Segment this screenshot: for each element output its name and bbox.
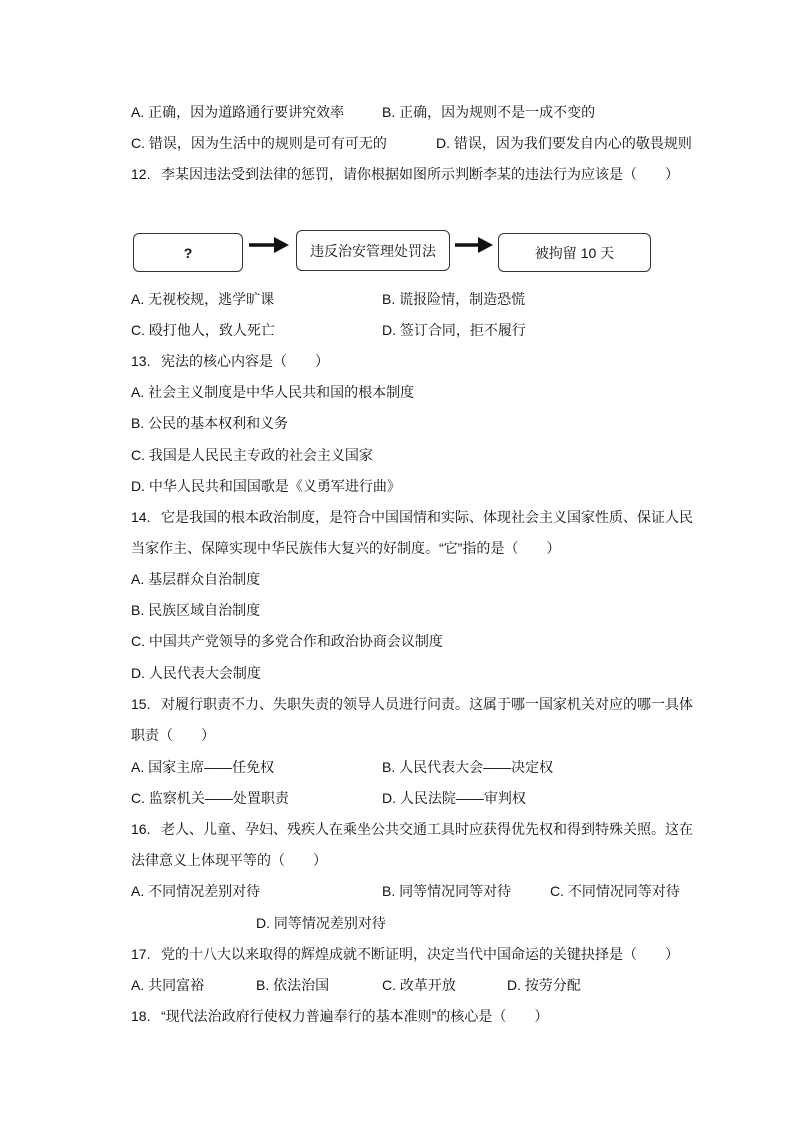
q11-option-c: C. 错误，因为生活中的规则是可有可无的 [131,135,387,151]
q12-option-d: D. 签订合同，拒不履行 [382,322,526,338]
q12-option-c: C. 殴打他人，致人死亡 [131,322,275,338]
q14-stem-line2: 当家作主、保障实现中华民族伟大复兴的好制度。“它”指的是（ ） [131,540,561,556]
q16-option-b: B. 同等情况同等对待 [382,883,512,899]
q15-option-c: C. 监察机关——处置职责 [131,790,289,806]
q17-option-a: A. 共同富裕 [131,977,205,993]
q14-number: 14. [131,509,151,525]
q15-option-a: A. 国家主席——任免权 [131,759,275,775]
q18-number: 18. [131,1008,151,1024]
q13-option-d: D. 中华人民共和国国歌是《义勇军进行曲》 [131,478,401,494]
q15-number: 15. [131,696,151,712]
q14-stem-line1: 它是我国的根本政治制度，是符合中国国情和实际、体现社会主义国家性质、保证人民 [161,509,693,525]
q11-option-b: B. 正确，因为规则不是一成不变的 [382,104,596,120]
q18-stem: “现代法治政府行使权力普遍奉行的基本准则”的核心是（ ） [161,1008,549,1024]
q14-option-c: C. 中国共产党领导的多党合作和政治协商会议制度 [131,633,443,649]
q15-option-b: B. 人民代表大会——决定权 [382,759,554,775]
q15-stem-line2: 职责（ ） [131,727,215,743]
q14-option-b: B. 民族区域自治制度 [131,602,261,618]
q16-option-d: D. 同等情况差别对待 [256,915,386,931]
q13-stem: 宪法的核心内容是（ ） [161,353,329,369]
q12-option-b: B. 谎报险情，制造恐慌 [382,291,526,307]
q13-number: 13. [131,353,151,369]
q11-option-d: D. 错误，因为我们要发自内心的敬畏规则 [436,135,692,151]
q12-number: 12. [131,166,151,182]
q17-option-d: D. 按劳分配 [507,977,581,993]
q16-stem-line2: 法律意义上体现平等的（ ） [131,852,327,868]
q16-number: 16. [131,821,151,837]
q15-stem-line1: 对履行职责不力、失职失责的领导人员进行问责。这属于哪一国家机关对应的哪一具体 [161,696,693,712]
q14-option-d: D. 人民代表大会制度 [131,665,261,681]
q17-stem: 党的十八大以来取得的辉煌成就不断证明，决定当代中国命运的关键抉择是（ ） [161,946,679,962]
q12-stem: 李某因违法受到法律的惩罚，请你根据如图所示判断李某的违法行为应该是（ ） [161,166,679,182]
q14-option-a: A. 基层群众自治制度 [131,571,261,587]
diagram-box-penalty: 被拘留 10 天 [498,233,651,272]
arrow-right-icon [248,234,290,256]
q12-option-a: A. 无视校规，逃学旷课 [131,291,275,307]
q13-option-a: A. 社会主义制度是中华人民共和国的根本制度 [131,384,415,400]
q13-option-b: B. 公民的基本权利和义务 [131,415,289,431]
q13-option-c: C. 我国是人民民主专政的社会主义国家 [131,447,373,463]
arrow-right-icon [454,234,494,256]
q16-stem-line1: 老人、儿童、孕妇、残疾人在乘坐公共交通工具时应获得优先权和得到特殊关照。这在 [161,821,693,837]
q17-option-c: C. 改革开放 [382,977,456,993]
diagram-box-unknown: ? [133,233,243,272]
q16-option-a: A. 不同情况差别对待 [131,883,261,899]
q11-option-a: A. 正确，因为道路通行要讲究效率 [131,104,345,120]
q15-option-d: D. 人民法院——审判权 [382,790,526,806]
diagram-box-law: 违反治安管理处罚法 [296,230,450,271]
q16-option-c: C. 不同情况同等对待 [550,883,680,899]
q17-number: 17. [131,946,151,962]
q17-option-b: B. 依法治国 [256,977,330,993]
